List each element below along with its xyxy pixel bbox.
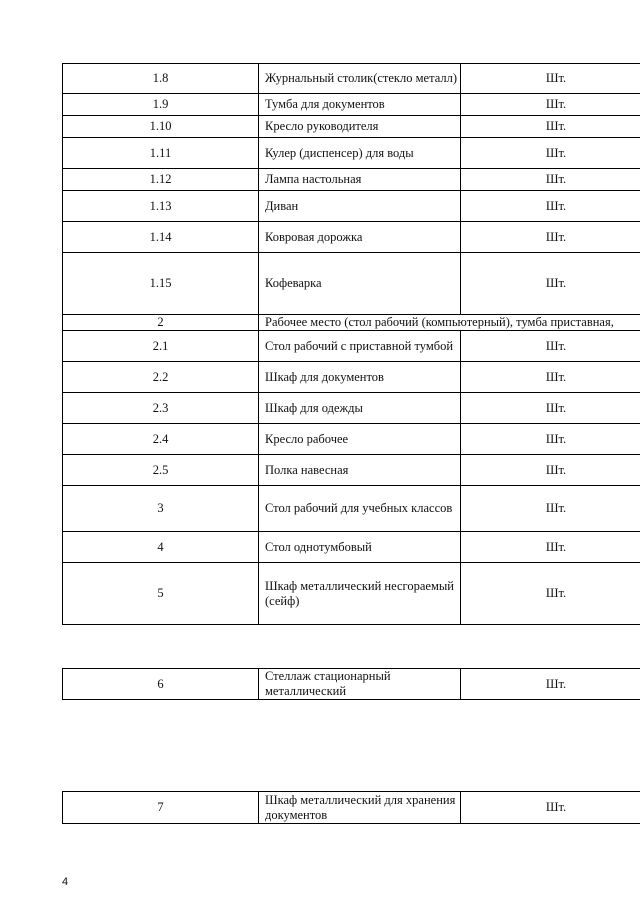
row-number: 3: [63, 486, 259, 532]
row-name: Полка навесная: [259, 455, 461, 486]
table-row: [63, 138, 640, 169]
table-row: [63, 222, 640, 253]
table-row: [63, 331, 640, 362]
row-name: Шкаф для документов: [259, 362, 461, 393]
row-name: Стол однотумбовый: [259, 532, 461, 563]
row-name: Стол рабочий для учебных классов: [259, 486, 461, 532]
row-unit: Шт.: [461, 362, 640, 393]
items-table-continued-2: [62, 791, 640, 824]
row-name: Тумба для документов: [259, 94, 461, 116]
row-unit: Шт.: [461, 116, 640, 138]
row-unit: Шт.: [461, 331, 640, 362]
row-number: 1.9: [63, 94, 259, 116]
row-name: Рабочее место (стол рабочий (компьютерный), тумба приставная,: [259, 315, 640, 331]
row-unit: Шт.: [461, 424, 640, 455]
table-row: [63, 315, 640, 331]
table-row: [63, 532, 640, 563]
row-number: 6: [63, 669, 259, 700]
table-row: [63, 563, 640, 625]
row-unit: Шт.: [461, 393, 640, 424]
row-number: 2.1: [63, 331, 259, 362]
table-row: [63, 486, 640, 532]
table-row: [63, 424, 640, 455]
row-name: Диван: [259, 191, 461, 222]
table-row: [63, 253, 640, 315]
row-unit: Шт.: [461, 169, 640, 191]
row-name: Шкаф металлический несгораемый (сейф): [259, 563, 461, 625]
row-unit: Шт.: [461, 455, 640, 486]
row-number: 1.13: [63, 191, 259, 222]
row-number: 1.11: [63, 138, 259, 169]
row-unit: Шт.: [461, 792, 640, 824]
row-number: 1.14: [63, 222, 259, 253]
table-row: [63, 116, 640, 138]
row-number: 1.12: [63, 169, 259, 191]
row-number: 2.3: [63, 393, 259, 424]
row-name: Журнальный столик(стекло металл): [259, 64, 461, 94]
table-row: [63, 64, 640, 94]
row-name: Кулер (диспенсер) для воды: [259, 138, 461, 169]
row-number: 2.4: [63, 424, 259, 455]
row-name: Ковровая дорожка: [259, 222, 461, 253]
row-unit: Шт.: [461, 94, 640, 116]
table-row: [63, 191, 640, 222]
row-name: Кресло рабочее: [259, 424, 461, 455]
row-unit: Шт.: [461, 64, 640, 94]
row-name: Кресло руководителя: [259, 116, 461, 138]
row-unit: Шт.: [461, 222, 640, 253]
row-unit: Шт.: [461, 669, 640, 700]
table-row: [63, 362, 640, 393]
row-unit: Шт.: [461, 138, 640, 169]
row-number: 1.8: [63, 64, 259, 94]
table-row: [63, 455, 640, 486]
row-number: 5: [63, 563, 259, 625]
row-name: Кофеварка: [259, 253, 461, 315]
table-row: [63, 94, 640, 116]
row-name: Лампа настольная: [259, 169, 461, 191]
items-table: [62, 63, 640, 625]
row-number: 1.15: [63, 253, 259, 315]
row-number: 7: [63, 792, 259, 824]
row-name: Стол рабочий с приставной тумбой: [259, 331, 461, 362]
row-name: Шкаф для одежды: [259, 393, 461, 424]
table-row: [63, 393, 640, 424]
row-number: 1.10: [63, 116, 259, 138]
row-number: 2.2: [63, 362, 259, 393]
row-unit: Шт.: [461, 191, 640, 222]
table-row: [63, 792, 640, 824]
items-table-continued: [62, 668, 640, 700]
table-row: [63, 169, 640, 191]
row-unit: Шт.: [461, 532, 640, 563]
row-number: 2: [63, 315, 259, 331]
row-unit: Шт.: [461, 563, 640, 625]
page-number: 4: [62, 876, 69, 888]
row-number: 4: [63, 532, 259, 563]
row-name: Шкаф металлический для хранения документов: [259, 792, 461, 824]
row-number: 2.5: [63, 455, 259, 486]
row-unit: Шт.: [461, 253, 640, 315]
row-name: Стеллаж стационарный металлический: [259, 669, 461, 700]
row-unit: Шт.: [461, 486, 640, 532]
table-row: [63, 669, 640, 700]
